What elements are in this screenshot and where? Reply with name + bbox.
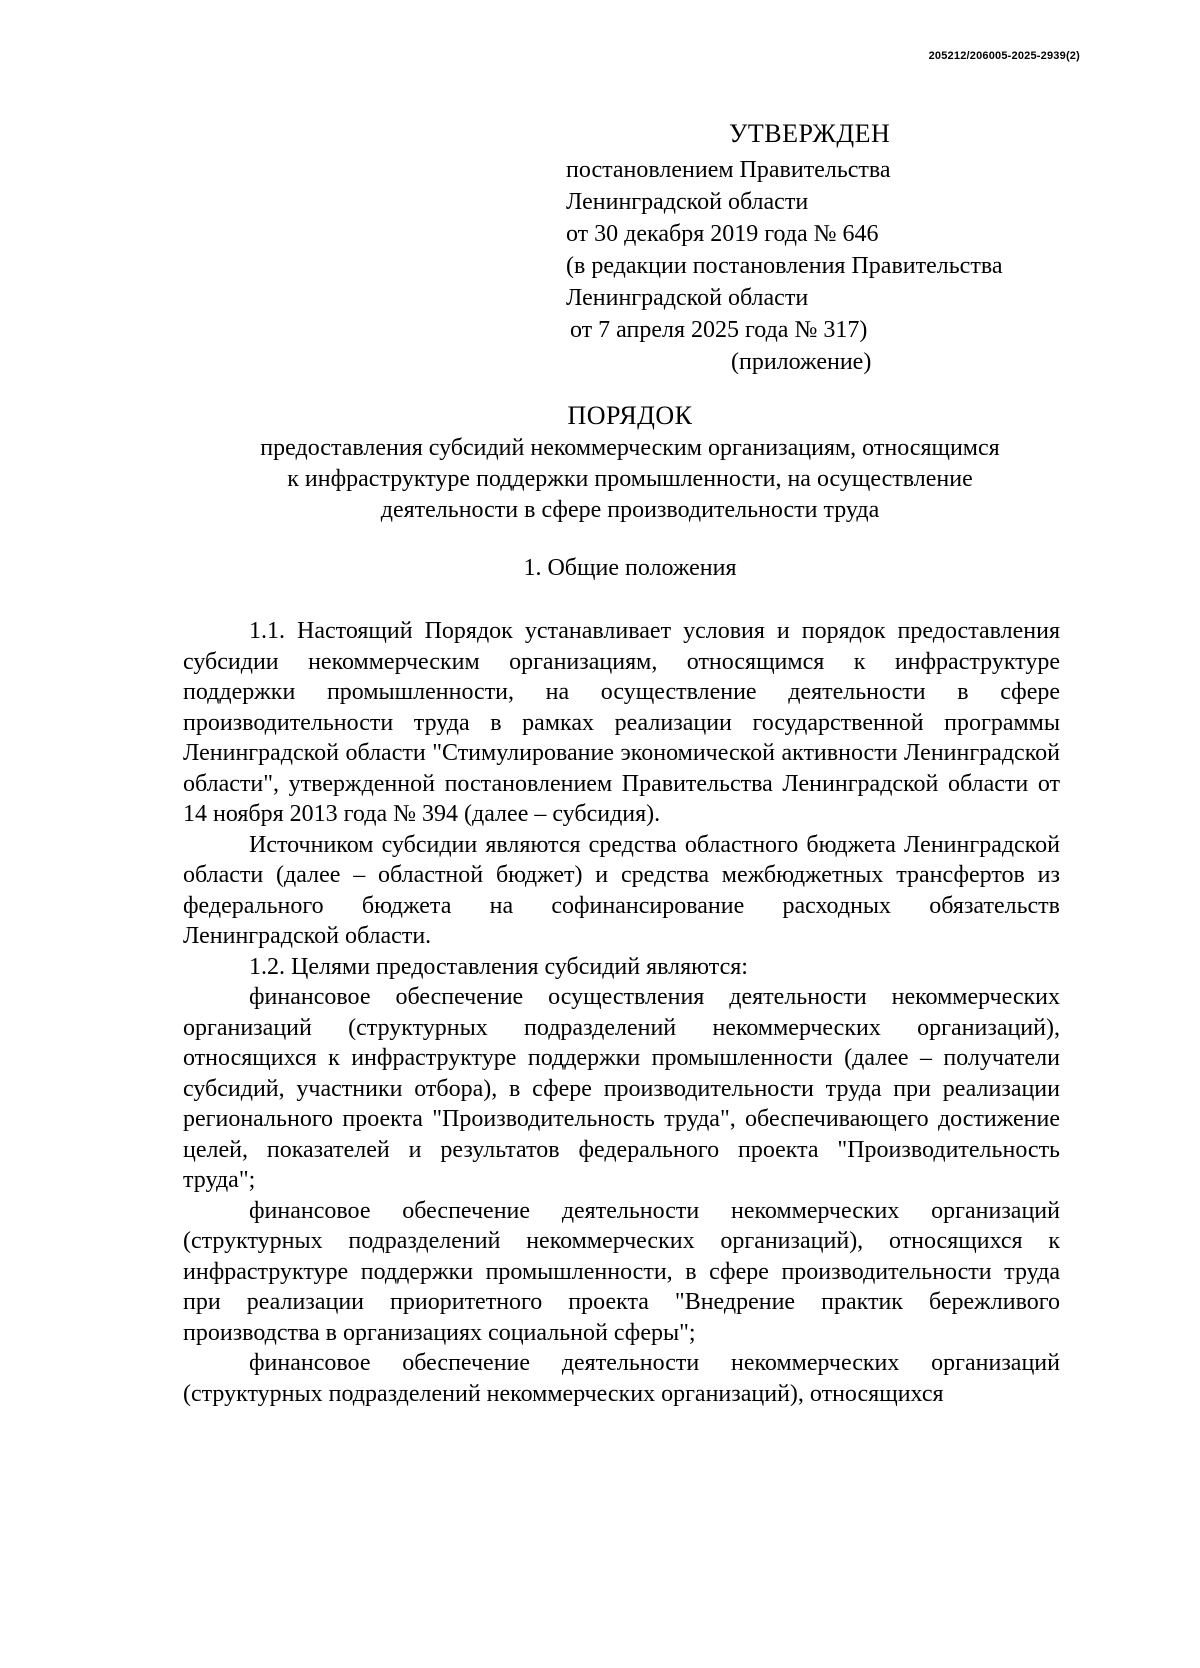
approval-line: Ленинградской области — [566, 189, 809, 215]
paragraph: 1.1. Настоящий Порядок устанавливает условия и порядок предоставления субсидии некоммерческим организациям, относящимся к инфраструктуре поддержки промышленности, на осуществление деятельности в сфере производительности труда в рамках реализации государственной программы Ленинградской области "Стимулирование экономической активности Ленинградской области", утвержденной постановлением Правительства Ленинградской области от 14 ноября 2013 года № 394 (далее – субсидия). — [183, 618, 1060, 827]
document-title: ПОРЯДОК — [567, 401, 693, 430]
document-heading — [180, 400, 1080, 526]
approval-line: от 30 декабря 2019 года № 646 — [566, 221, 879, 247]
appendix-label: (приложение) — [731, 349, 872, 375]
approval-line: Ленинградской области — [566, 285, 809, 311]
document-id-stamp: 205212/206005-2025-2939(2) — [928, 50, 1080, 62]
approval-line: от 7 апреля 2025 года № 317) — [570, 317, 868, 343]
paragraph: Источником субсидии являются средства областного бюджета Ленинградской области (далее – областной бюджет) и средства межбюджетных трансфертов из федерального бюджета на софинансирование расходных обязательств Ленинградской области. — [183, 831, 1060, 949]
approved-title: УТВЕРЖДЕН — [729, 119, 891, 148]
document-subtitle-line: к инфраструктуре поддержки промышленности, на осуществление — [287, 466, 973, 492]
paragraph: финансовое обеспечение деятельности некоммерческих организаций (структурных подразделений некоммерческих организаций), относящихся — [183, 1350, 1060, 1407]
paragraph: финансовое обеспечение осуществления деятельности некоммерческих организаций (структурных подразделений некоммерческих организаций), относящихся к инфраструктуре поддержки промышленности (далее – получатели субсидий, участники отбора), в сфере производительности труда при реализации регионального проекта "Производительность труда", обеспечивающего достижение целей, показателей и результатов федерального проекта "Производительность труда"; — [183, 984, 1060, 1193]
approval-line: (в редакции постановления Правительства — [566, 253, 1003, 279]
paragraph: финансовое обеспечение деятельности некоммерческих организаций (структурных подразделений некоммерческих организаций), относящихся к инфраструктуре поддержки промышленности, в сфере производительности труда при реализации приоритетного проекта "Внедрение практик бережливого производства в организациях социальной сферы"; — [183, 1197, 1060, 1346]
approval-block — [566, 118, 1086, 378]
document-subtitle-line: деятельности в сфере производительности труда — [380, 497, 880, 523]
paragraph: 1.2. Целями предоставления субсидий являются: — [249, 953, 748, 980]
section-body — [183, 616, 1060, 1409]
section-title: 1. Общие положения — [523, 555, 737, 581]
approval-line: постановлением Правительства — [566, 157, 891, 183]
document-subtitle-line: предоставления субсидий некоммерческим организациям, относящимся — [260, 435, 1000, 461]
